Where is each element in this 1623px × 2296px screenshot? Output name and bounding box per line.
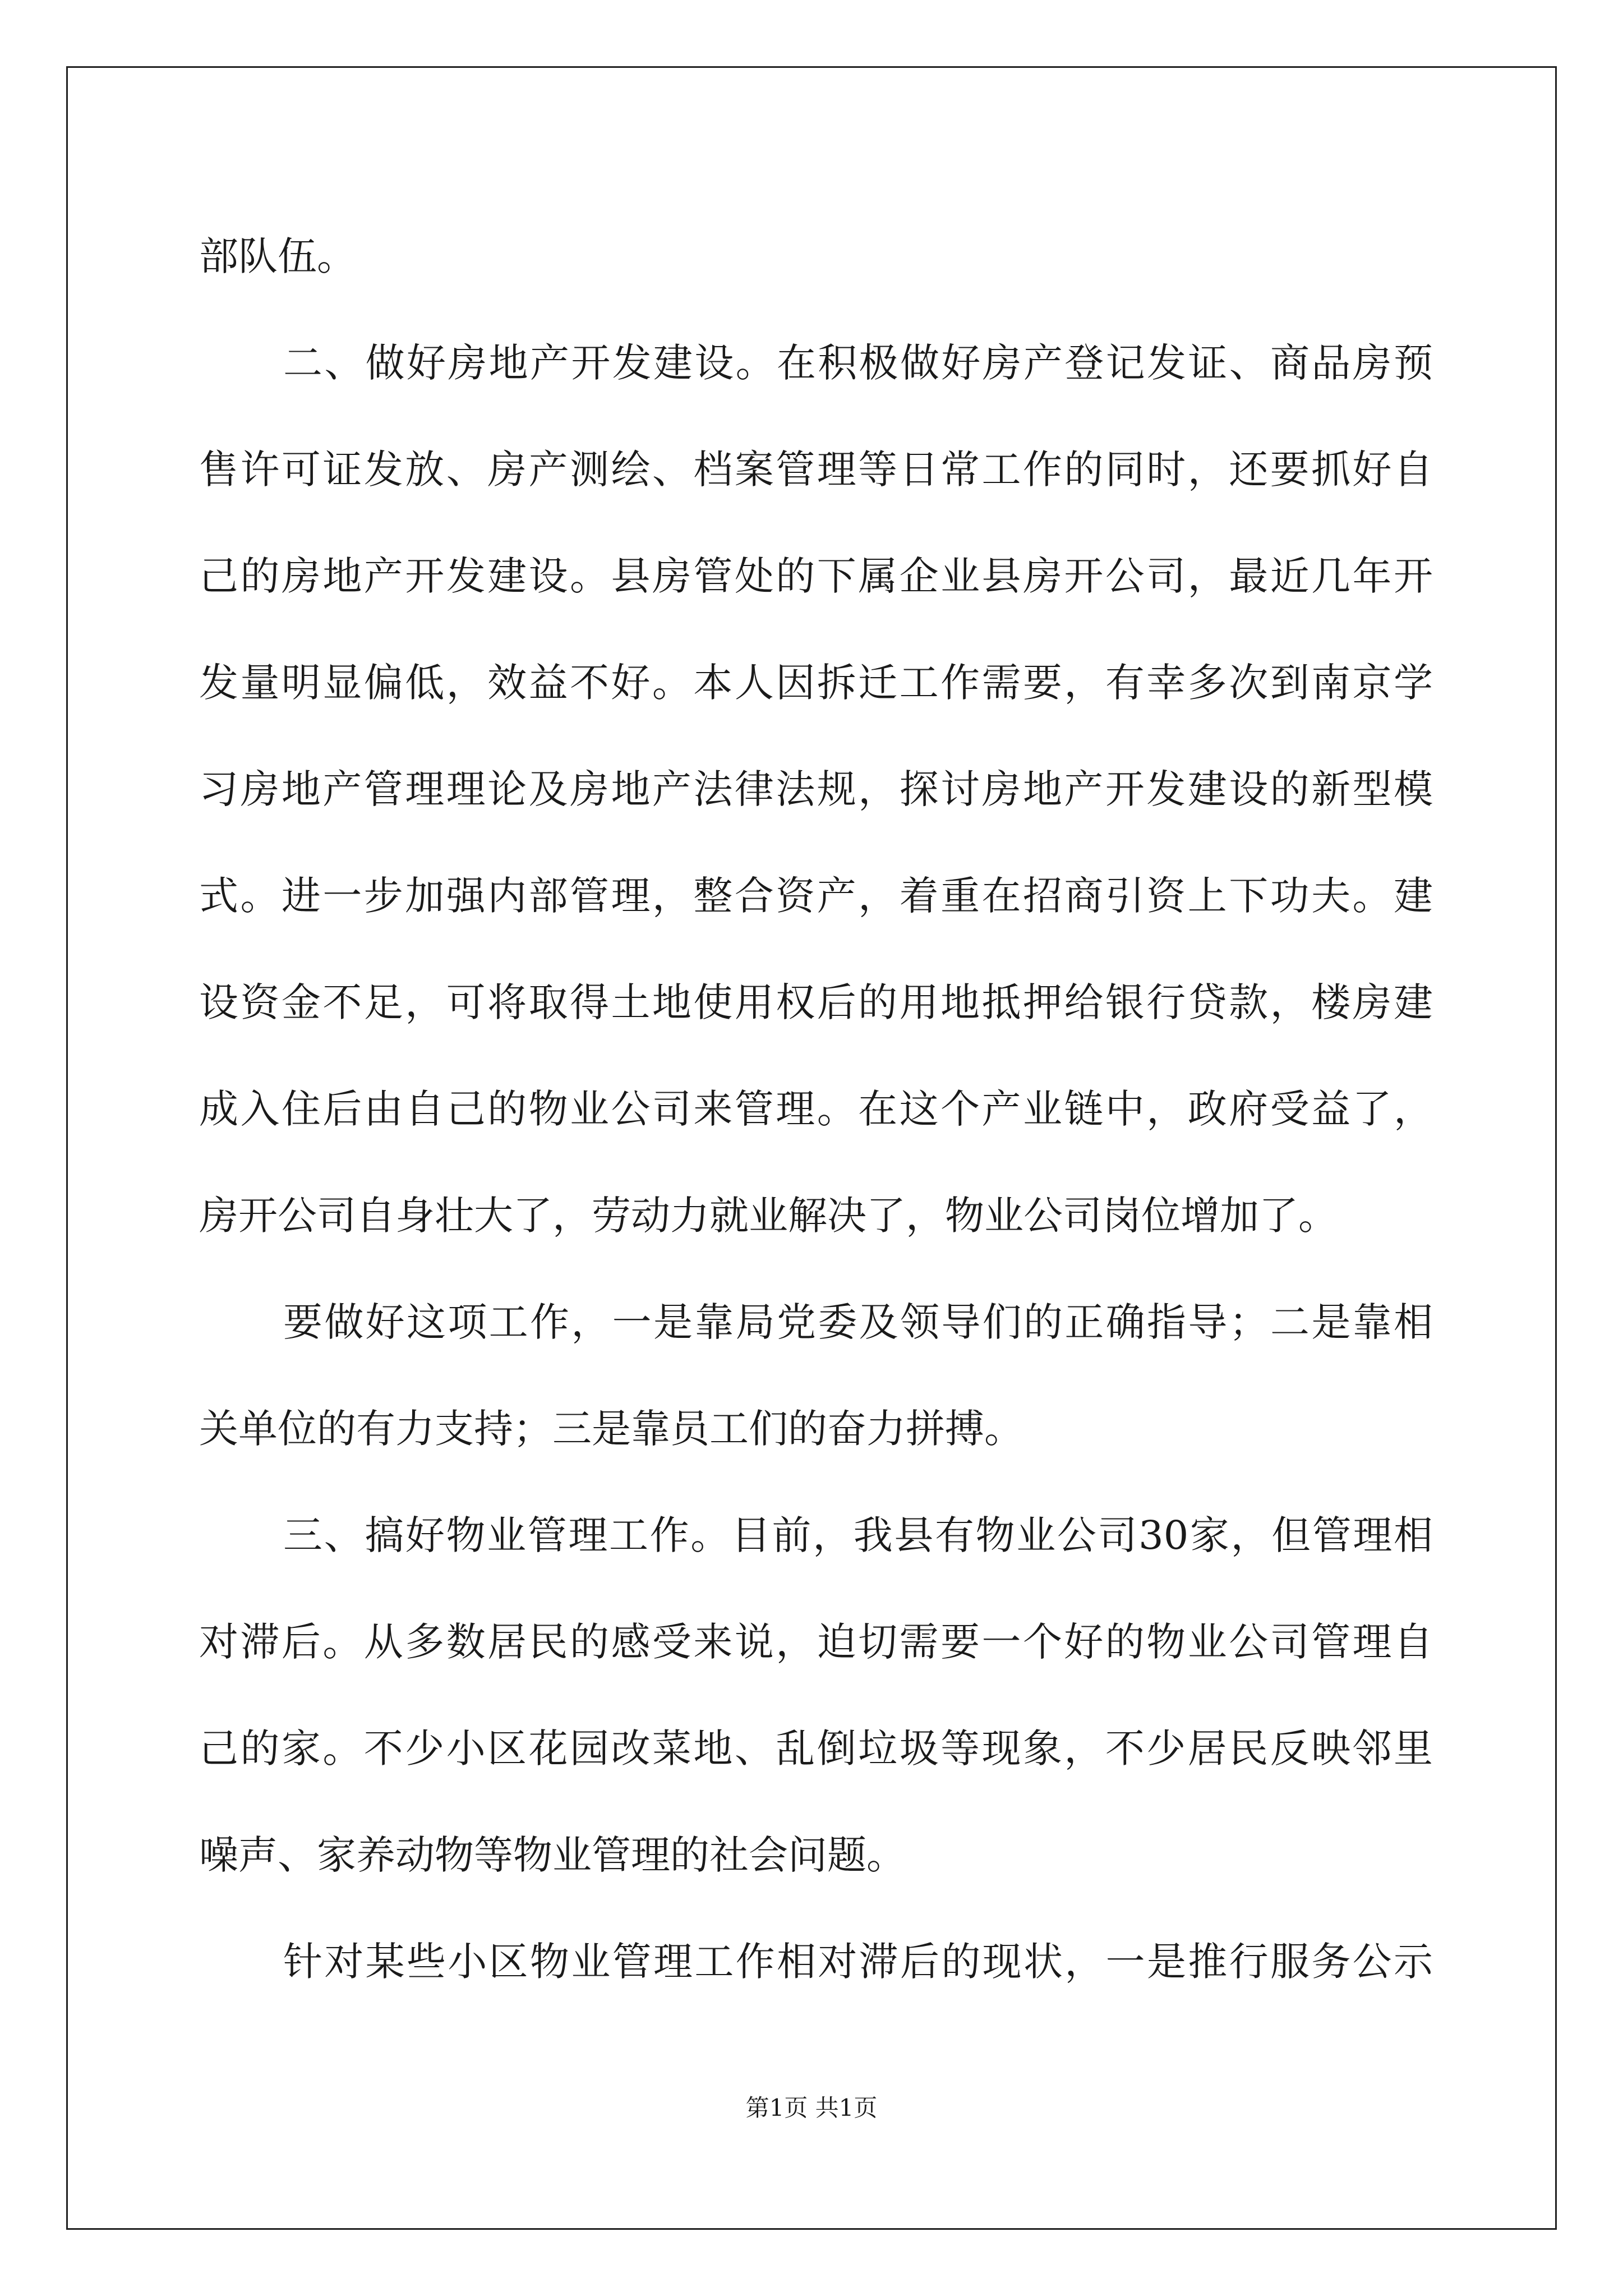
text-line: 成入住后由自己的物业公司来管理。在这个产业链中，政府受益了， xyxy=(199,1086,1433,1132)
page-footer: 第1页 共1页 xyxy=(745,2094,878,2122)
document-body xyxy=(199,203,1433,2015)
text-line: 部队伍。 xyxy=(199,233,356,279)
text-line: 房开公司自身壮大了，劳动力就业解决了，物业公司岗位增加了。 xyxy=(199,1193,1338,1239)
text-line: 针对某些小区物业管理工作相对滞后的现状，一是推行服务公示 xyxy=(283,1939,1433,1985)
text-line: 发量明显偏低，效益不好。本人因拆迁工作需要，有幸多次到南京学 xyxy=(199,660,1433,706)
text-line: 要做好这项工作，一是靠局党委及领导们的正确指导；二是靠相 xyxy=(283,1299,1433,1345)
text-line: 噪声、家养动物等物业管理的社会问题。 xyxy=(199,1832,906,1878)
text-line: 己的房地产开发建设。县房管处的下属企业县房开公司，最近几年开 xyxy=(199,553,1433,599)
text-line: 二、做好房地产开发建设。在积极做好房产登记发证、商品房预 xyxy=(283,340,1433,386)
text-line: 售许可证发放、房产测绘、档案管理等日常工作的同时，还要抓好自 xyxy=(199,447,1433,493)
text-line: 式。进一步加强内部管理，整合资产，着重在招商引资上下功夫。建 xyxy=(199,873,1433,919)
text-line: 三、搞好物业管理工作。目前，我县有物业公司30家，但管理相 xyxy=(283,1512,1433,1558)
text-line: 己的家。不少小区花园改菜地、乱倒垃圾等现象，不少居民反映邻里 xyxy=(199,1726,1433,1772)
text-line: 对滞后。从多数居民的感受来说，迫切需要一个好的物业公司管理自 xyxy=(199,1619,1433,1665)
text-line: 习房地产管理理论及房地产法律法规，探讨房地产开发建设的新型模 xyxy=(199,766,1433,812)
text-line: 关单位的有力支持；三是靠员工们的奋力拼搏。 xyxy=(199,1406,1023,1452)
text-line: 设资金不足，可将取得土地使用权后的用地抵押给银行贷款，楼房建 xyxy=(199,979,1433,1025)
